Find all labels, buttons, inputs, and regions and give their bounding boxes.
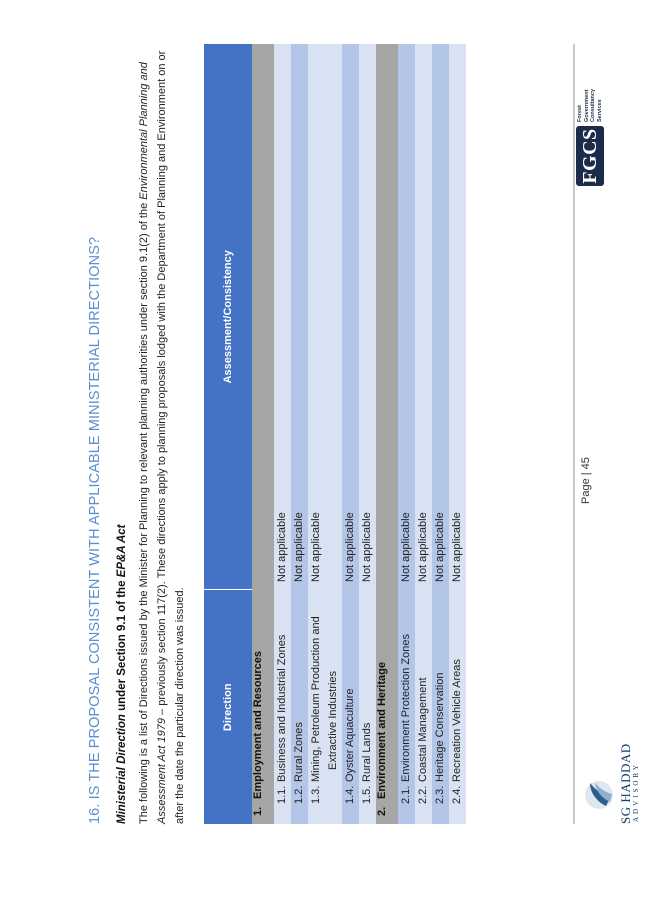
sg-haddad-wordmark: SG HADDAD — [618, 743, 633, 824]
direction-label-cont: Extractive Industries — [327, 670, 339, 770]
direction-label: Rural Lands — [361, 722, 373, 782]
direction-number: 1.2. — [293, 785, 305, 804]
table-row — [415, 44, 432, 824]
section-title: Employment and Resources — [252, 651, 264, 799]
table-row — [449, 44, 466, 824]
intro-part2: – previously section 117(2). These directions apply to planning proposals lodged with the Department of Planning and Environment on or after the date the particular direction was issued. — [156, 50, 186, 824]
intro-paragraph — [135, 34, 189, 824]
direction-number: 2.1. — [400, 785, 412, 804]
page-number: Page | 45 — [580, 457, 592, 504]
direction-cell — [291, 590, 308, 824]
section-row — [252, 44, 274, 824]
table-row — [398, 44, 415, 824]
section-title-cell — [376, 44, 398, 824]
assessment-cell: Not applicable — [415, 44, 432, 590]
direction-number: 2.3. — [434, 785, 446, 804]
fgcs-logo — [576, 61, 616, 186]
table-row — [432, 44, 449, 824]
direction-cell — [449, 590, 466, 824]
subheading — [116, 525, 128, 825]
assessment-cell: Not applicable — [342, 44, 359, 590]
assessment-cell: Not applicable — [274, 44, 291, 590]
direction-label: Rural Zones — [293, 722, 305, 782]
table-row — [359, 44, 376, 824]
direction-label: Environment Protection Zones — [400, 634, 412, 782]
assessment-cell: Not applicable — [398, 44, 415, 590]
section-row — [376, 44, 398, 824]
subheading-italic: Ministerial Direction — [116, 714, 128, 824]
fgcs-text-line: Forest — [577, 105, 583, 122]
direction-cell — [359, 590, 376, 824]
fgcs-text-line: Consultancy — [590, 88, 596, 122]
table-row — [291, 44, 308, 824]
intro-part1: The following is a list of Directions issued by the Minister for Planning to relevant planning authorities under section 9.1(2) of the — [138, 199, 150, 824]
direction-cell — [415, 590, 432, 824]
direction-cell — [342, 590, 359, 824]
direction-number: 1.4. — [344, 785, 356, 804]
table-header-row — [204, 44, 252, 824]
fgcs-text-line: Services — [596, 99, 603, 122]
sg-haddad-logo — [584, 743, 640, 824]
direction-number: 2.2. — [417, 785, 429, 804]
subheading-rest: under Section 9.1 of the — [116, 577, 128, 715]
table-row — [342, 44, 359, 824]
sg-haddad-tagline: ADVISORY — [632, 762, 640, 822]
fgcs-text-line: Government — [583, 89, 590, 122]
section-number: 1. — [252, 806, 264, 816]
assessment-cell: Not applicable — [449, 44, 466, 590]
direction-label: Heritage Conservation — [434, 672, 446, 782]
assessment-cell: Not applicable — [308, 44, 342, 590]
direction-label: Coastal Management — [417, 677, 429, 782]
direction-number: 2.4. — [451, 785, 463, 804]
section-title: Environment and Heritage — [376, 662, 388, 799]
header-assessment: Assessment/Consistency — [204, 44, 252, 590]
direction-cell — [274, 590, 291, 824]
section-title-cell — [252, 44, 274, 824]
direction-number: 1.5. — [361, 785, 373, 804]
assessment-cell: Not applicable — [359, 44, 376, 590]
direction-cell — [432, 590, 449, 824]
direction-cell — [308, 590, 342, 824]
direction-label: Business and Industrial Zones — [276, 634, 288, 782]
subheading-act: EP&A Act — [116, 524, 128, 578]
table-row — [308, 44, 342, 824]
directions-table — [204, 44, 466, 824]
header-direction: Direction — [204, 590, 252, 824]
fgcs-mark: FGCS — [576, 126, 604, 186]
table-body — [252, 44, 466, 824]
direction-number: 1.1. — [276, 785, 288, 804]
direction-cell — [398, 590, 415, 824]
intro-act-name: Environmental Planning and Assessment Act 1979 — [138, 62, 168, 824]
fgcs-text — [577, 82, 603, 122]
footer-rule — [573, 44, 575, 824]
direction-number: 1.3. — [310, 785, 322, 804]
direction-label: Oyster Aquaculture — [344, 688, 356, 782]
section-number: 2. — [376, 806, 388, 816]
assessment-cell: Not applicable — [291, 44, 308, 590]
sg-haddad-emblem-icon — [584, 780, 614, 810]
assessment-cell: Not applicable — [432, 44, 449, 590]
table-row — [274, 44, 291, 824]
direction-label: Mining, Petroleum Production and — [310, 616, 322, 782]
direction-label: Recreation Vehicle Areas — [451, 659, 463, 782]
section-heading: 16. IS THE PROPOSAL CONSISTENT WITH APPLICABLE MINISTERIAL DIRECTIONS? — [87, 236, 103, 824]
